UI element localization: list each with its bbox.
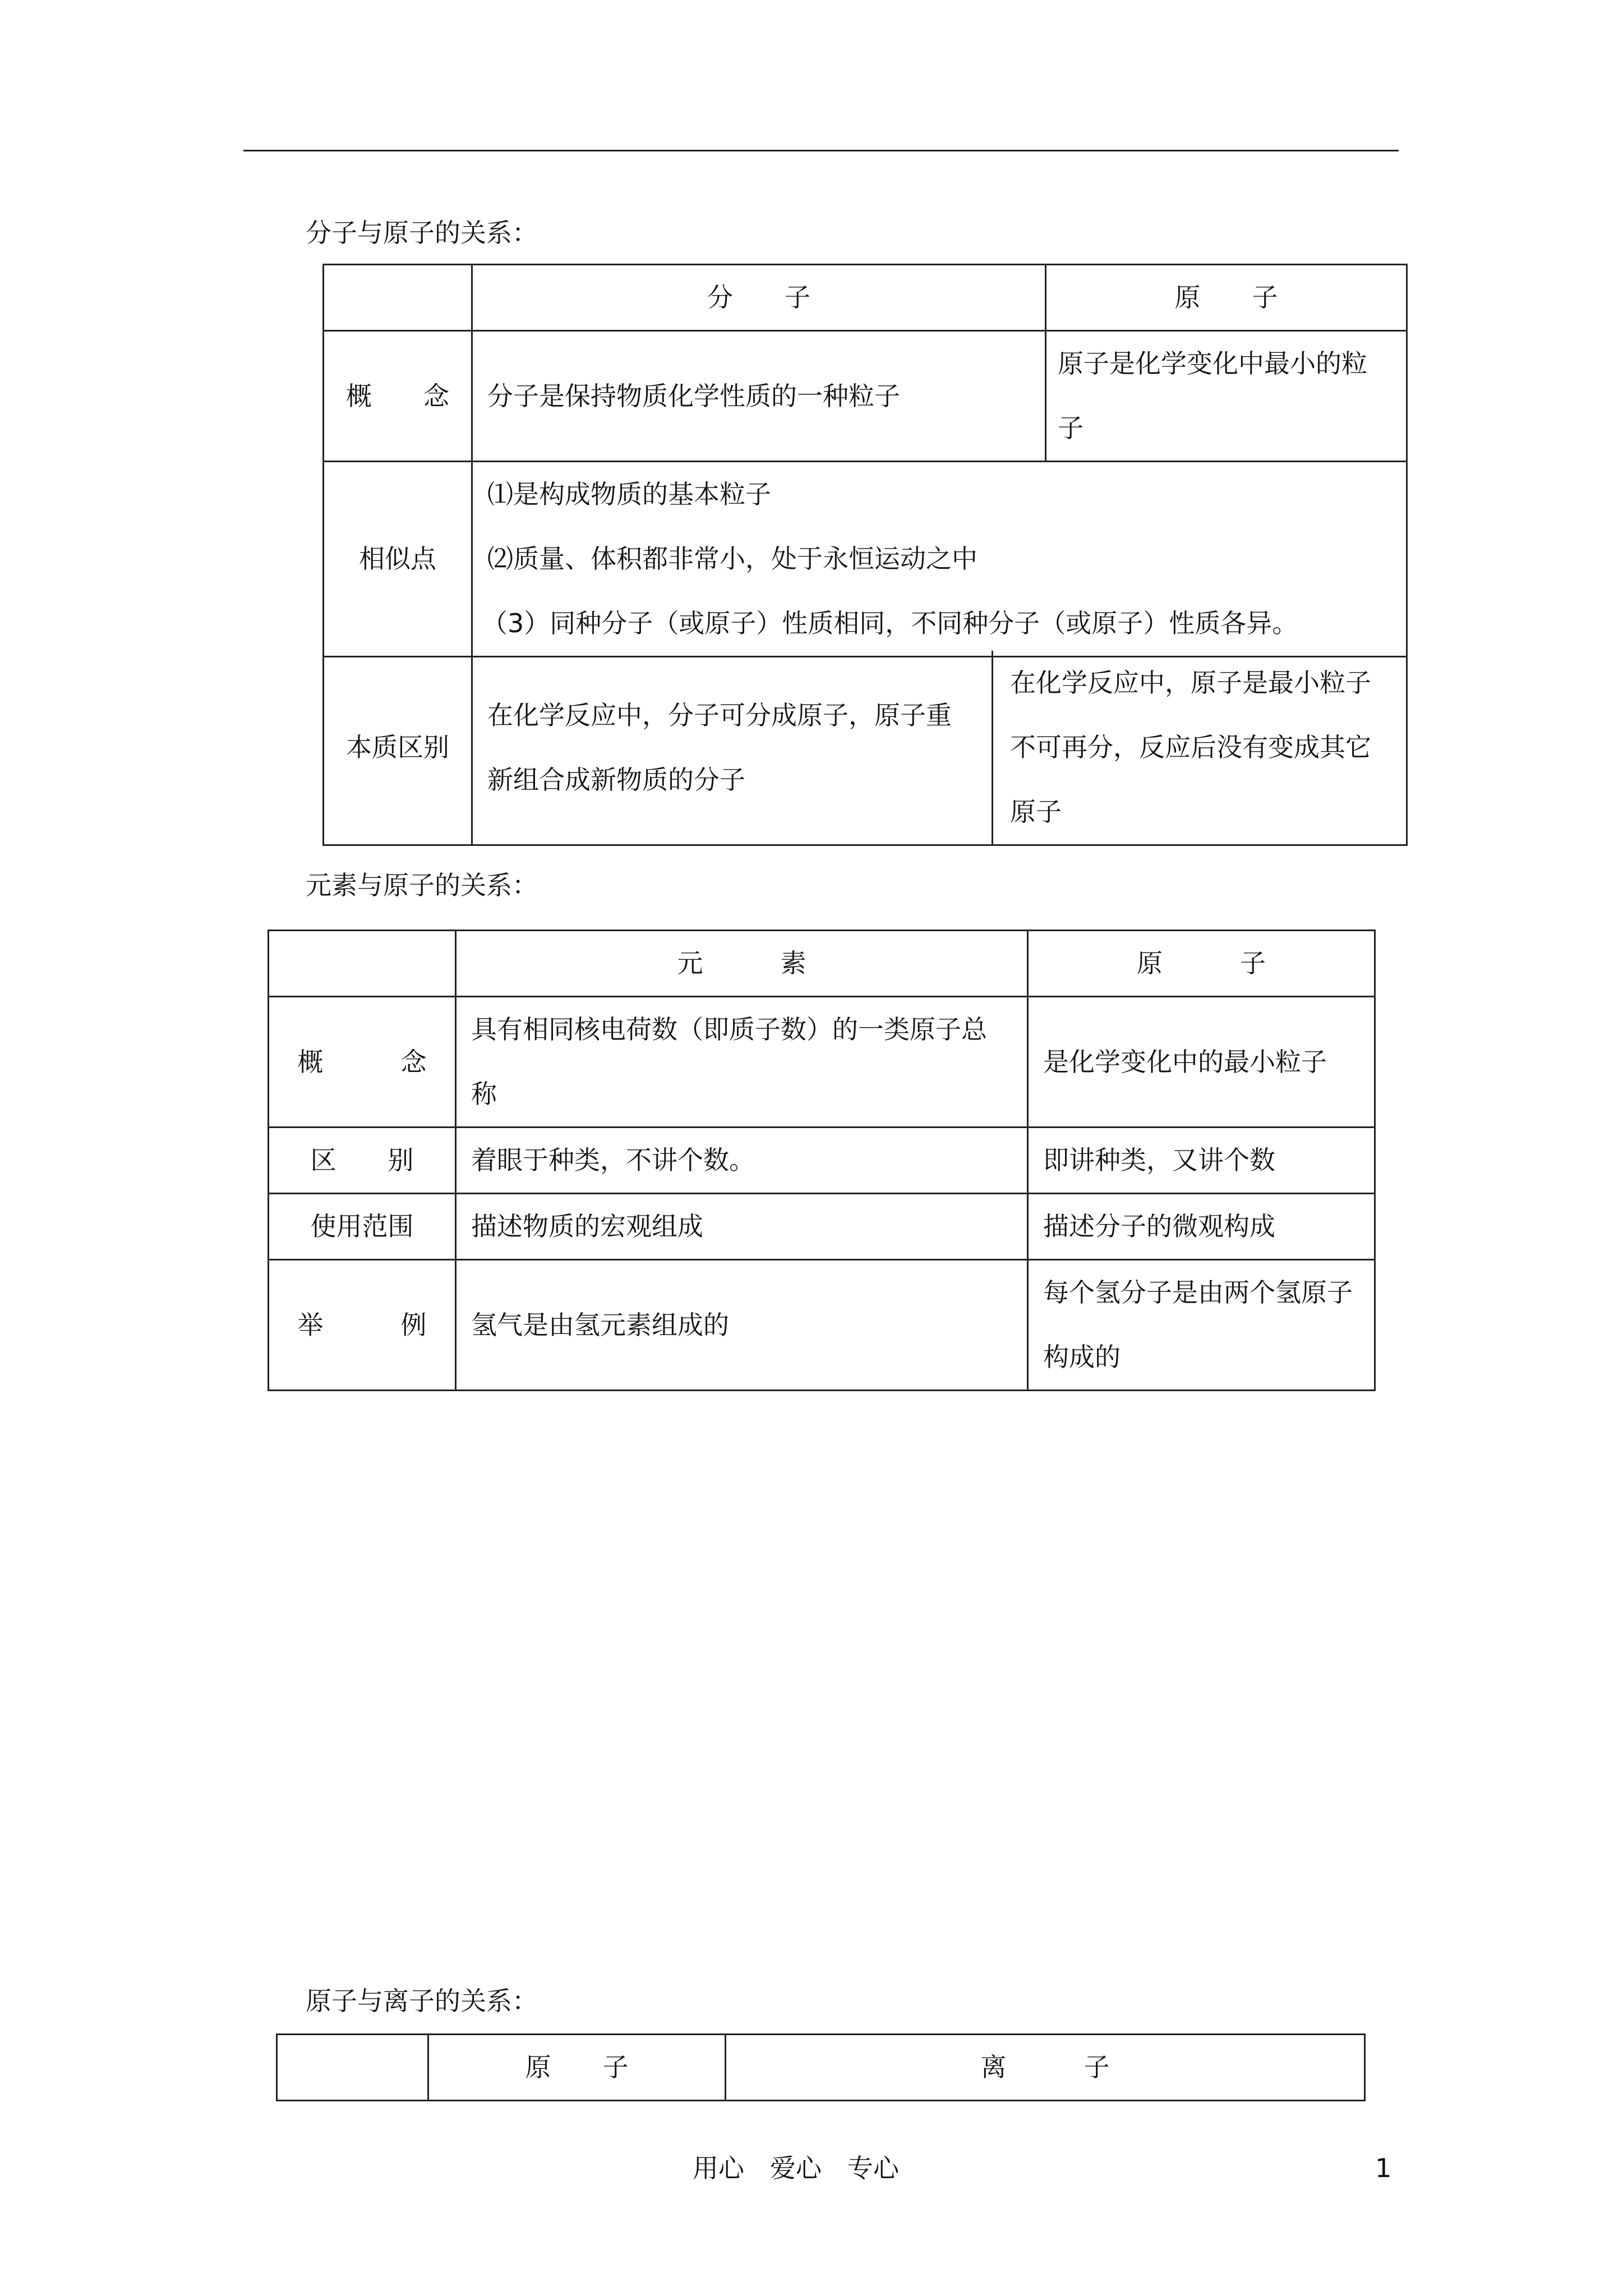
row-label-concept: 概 念 — [324, 331, 472, 462]
essence-molecule: 在化学反应中，分子可分成原子，原子重新组合成新物质的分子 — [472, 651, 993, 845]
section2-title: 元素与原子的关系： — [306, 870, 538, 900]
row-label-essence: 本质区别 — [324, 651, 472, 845]
header-ion: 离 子 — [726, 2035, 1365, 2101]
example-element: 氢气是由氢元素组成的 — [456, 1260, 1028, 1391]
concept-atom: 原子是化学变化中最小的粒子 — [1046, 331, 1407, 462]
header-atom: 原 子 — [1046, 265, 1407, 331]
element-atom-table — [268, 930, 1376, 1391]
usage-element: 描述物质的宏观组成 — [456, 1194, 1028, 1260]
header-blank — [324, 265, 472, 331]
row-label-similar: 相似点 — [324, 462, 472, 657]
header-element: 元 素 — [456, 931, 1028, 997]
essence-atom: 在化学反应中，原子是最小粒子不可再分，反应后没有变成其它原子 — [993, 651, 1407, 845]
concept-atom: 是化学变化中的最小粒子 — [1028, 997, 1375, 1128]
row-label-difference: 区 别 — [269, 1128, 456, 1194]
similar-item-1: ⑴是构成物质的基本粒子 — [487, 479, 771, 509]
row-label-concept: 概 念 — [269, 997, 456, 1128]
header-blank — [269, 931, 456, 997]
difference-atom: 即讲种类，又讲个数 — [1028, 1128, 1375, 1194]
section1-title: 分子与原子的关系： — [306, 218, 538, 248]
header-molecule: 分 子 — [472, 265, 1046, 331]
usage-atom: 描述分子的微观构成 — [1028, 1194, 1375, 1260]
page-number: 1 — [1375, 2153, 1392, 2183]
footer-motto: 用心 爱心 专心 — [693, 2153, 899, 2183]
concept-molecule: 分子是保持物质化学性质的一种粒子 — [472, 331, 1046, 462]
difference-element: 着眼于种类，不讲个数。 — [456, 1128, 1028, 1194]
example-atom: 每个氢分子是由两个氢原子构成的 — [1028, 1260, 1375, 1391]
row-label-usage: 使用范围 — [269, 1194, 456, 1260]
header-atom: 原 子 — [1028, 931, 1375, 997]
similar-item-3: （3）同种分子（或原子）性质相同，不同种分子（或原子）性质各异。 — [482, 608, 1298, 638]
row-label-example: 举 例 — [269, 1260, 456, 1391]
molecule-atom-essence-table — [322, 651, 1408, 846]
header-blank — [277, 2035, 428, 2101]
similar-item-2: ⑵质量、体积都非常小，处于永恒运动之中 — [487, 544, 978, 574]
molecule-atom-table — [322, 264, 1408, 657]
similar-cell — [472, 462, 1407, 657]
section3-title: 原子与离子的关系： — [306, 1986, 538, 2016]
concept-element: 具有相同核电荷数（即质子数）的一类原子总称 — [456, 997, 1028, 1128]
header-atom: 原 子 — [428, 2035, 726, 2101]
atom-ion-table — [276, 2033, 1366, 2101]
header-rule — [243, 150, 1399, 151]
